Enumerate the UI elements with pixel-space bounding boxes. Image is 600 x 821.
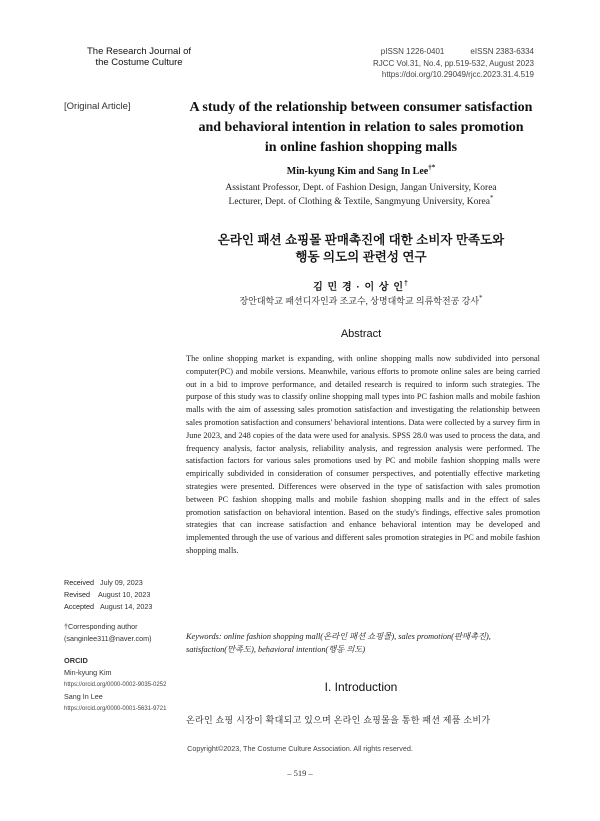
korean-title-line2: 행동 의도의 관련성 연구 xyxy=(295,250,427,264)
affiliation-2 xyxy=(180,193,542,207)
keywords xyxy=(186,631,540,656)
received-date: July 09, 2023 xyxy=(99,578,143,587)
korean-affiliation-text: 장안대학교 패션디자인과 조교수, 상명대학교 의류학전공 강사 xyxy=(239,296,480,306)
received-label: Received xyxy=(64,578,94,587)
orcid-2-link[interactable]: https://orcid.org/0000-0001-5631-9721 xyxy=(64,706,167,712)
affiliation-1: Assistant Professor, Dept. of Fashion Design, Jangan University, Korea xyxy=(225,183,497,193)
paper-title xyxy=(180,98,542,158)
article-type: [Original Article] xyxy=(64,101,131,112)
affiliation-2-text: Lecturer, Dept. of Clothing & Textile, Sangmyung University, Korea xyxy=(228,197,490,207)
corresponding-author-label: †Corresponding author xyxy=(64,622,138,631)
korean-affiliation-mark: * xyxy=(479,294,483,302)
abstract-heading: Abstract xyxy=(340,328,382,340)
title-line2: and behavioral intention in relation to sales promotion xyxy=(198,120,524,135)
eissn: eISSN 2383-6334 xyxy=(470,47,534,56)
doi-link[interactable]: https://doi.org/10.29049/rjcc.2023.31.4.519 xyxy=(381,70,534,79)
author-mark: †* xyxy=(428,163,436,172)
article-history-sidebar xyxy=(64,577,184,715)
korean-title-line1: 온라인 패션 쇼핑몰 판매촉진에 대한 소비자 만족도와 xyxy=(217,233,505,247)
orcid-1-name: Min-kyung Kim xyxy=(64,668,112,677)
revised-label: Revised xyxy=(64,590,90,599)
keywords-label: Keywords: xyxy=(186,632,222,641)
introduction-heading: I. Introduction xyxy=(324,680,398,694)
title-line1: A study of the relationship between consumer satisfaction xyxy=(189,100,533,115)
volume-line: RJCC Vol.31, No.4, pp.519-532, August 2023 xyxy=(373,58,534,68)
journal-name xyxy=(64,46,214,68)
orcid-2-name: Sang In Lee xyxy=(64,692,103,701)
affiliation-2-mark: * xyxy=(489,193,494,202)
journal-name-line1: The Research Journal of xyxy=(86,46,192,57)
page-number: – 519 – xyxy=(287,768,313,778)
introduction-first-line: 온라인 쇼핑 시장이 확대되고 있으며 온라인 쇼핑몰을 통한 패션 제품 소비가 xyxy=(186,715,491,725)
orcid-1-link[interactable]: https://orcid.org/0000-0002-9035-0252 xyxy=(64,682,167,688)
accepted-date: August 14, 2023 xyxy=(99,602,153,611)
revised-row xyxy=(64,589,184,601)
journal-name-line2: the Costume Culture xyxy=(95,57,183,68)
korean-authors-text: 김 민 경 · 이 상 인 xyxy=(313,282,405,293)
author-names-text: Min-kyung Kim and Sang In Lee xyxy=(286,166,429,177)
received-row xyxy=(64,577,184,589)
korean-title xyxy=(180,232,542,266)
abstract-body: The online shopping market is expanding, with online shopping malls now subdivided into personal computer(PC) and mobile versions. Meanwhile, various efforts to promote online sales are being carried out in a bid to improve performance, and detailed research is required to inform such strategies. The purpose of this study was to classify online shopping mall types into PC fashion malls and mobile fashion malls with the aim of assessing sales promotion satisfaction and investigating the relationship between sales promotion satisfaction and consumers' behavioral intentions. Data were collected by a survey firm in June 2023, and 248 copies of the data were used for analysis. SPSS 28.0 was used to process the data, and frequency analysis, factor analysis, reliability analysis, and regression analysis were performed. The satisfaction factors for various sales promotions used by PC and mobile fashion shopping malls were empirically subdivided in consideration of consumer perspectives, and potentially effective marketing strategies were presented. Differences were observed in the type of satisfaction with sales promotion between PC fashion shopping malls and mobile fashion shopping malls and in the effect of sales promotion satisfaction on behavioral intention. Based on the study's findings, effective sales promotion strategies that can increase satisfaction and enhance behavioral intention may be developed and implemented through the use of various and different sales promotion strategies in PC and mobile fashion shopping malls. xyxy=(186,354,540,555)
copyright-notice: Copyright©2023, The Costume Culture Association. All rights reserved. xyxy=(187,744,413,753)
author-names xyxy=(180,163,542,177)
accepted-row xyxy=(64,601,184,613)
keywords-text: online fashion shopping mall(온라인 패션 쇼핑몰), sales promotion(판매촉진), satisfaction(만족도), behavioral intention(행동 의도) xyxy=(186,632,491,654)
korean-affiliation xyxy=(180,294,542,307)
issn-block xyxy=(373,46,534,81)
corresponding-author-email[interactable]: (sanginlee311@naver.com) xyxy=(64,634,152,643)
korean-authors-mark: † xyxy=(404,280,409,288)
korean-authors xyxy=(180,278,542,293)
orcid-label: ORCID xyxy=(64,656,88,665)
accepted-label: Accepted xyxy=(64,602,94,611)
pissn: pISSN 1226-0401 xyxy=(380,47,445,56)
title-line3: in online fashion shopping malls xyxy=(264,140,458,155)
revised-date: August 10, 2023 xyxy=(98,590,151,599)
